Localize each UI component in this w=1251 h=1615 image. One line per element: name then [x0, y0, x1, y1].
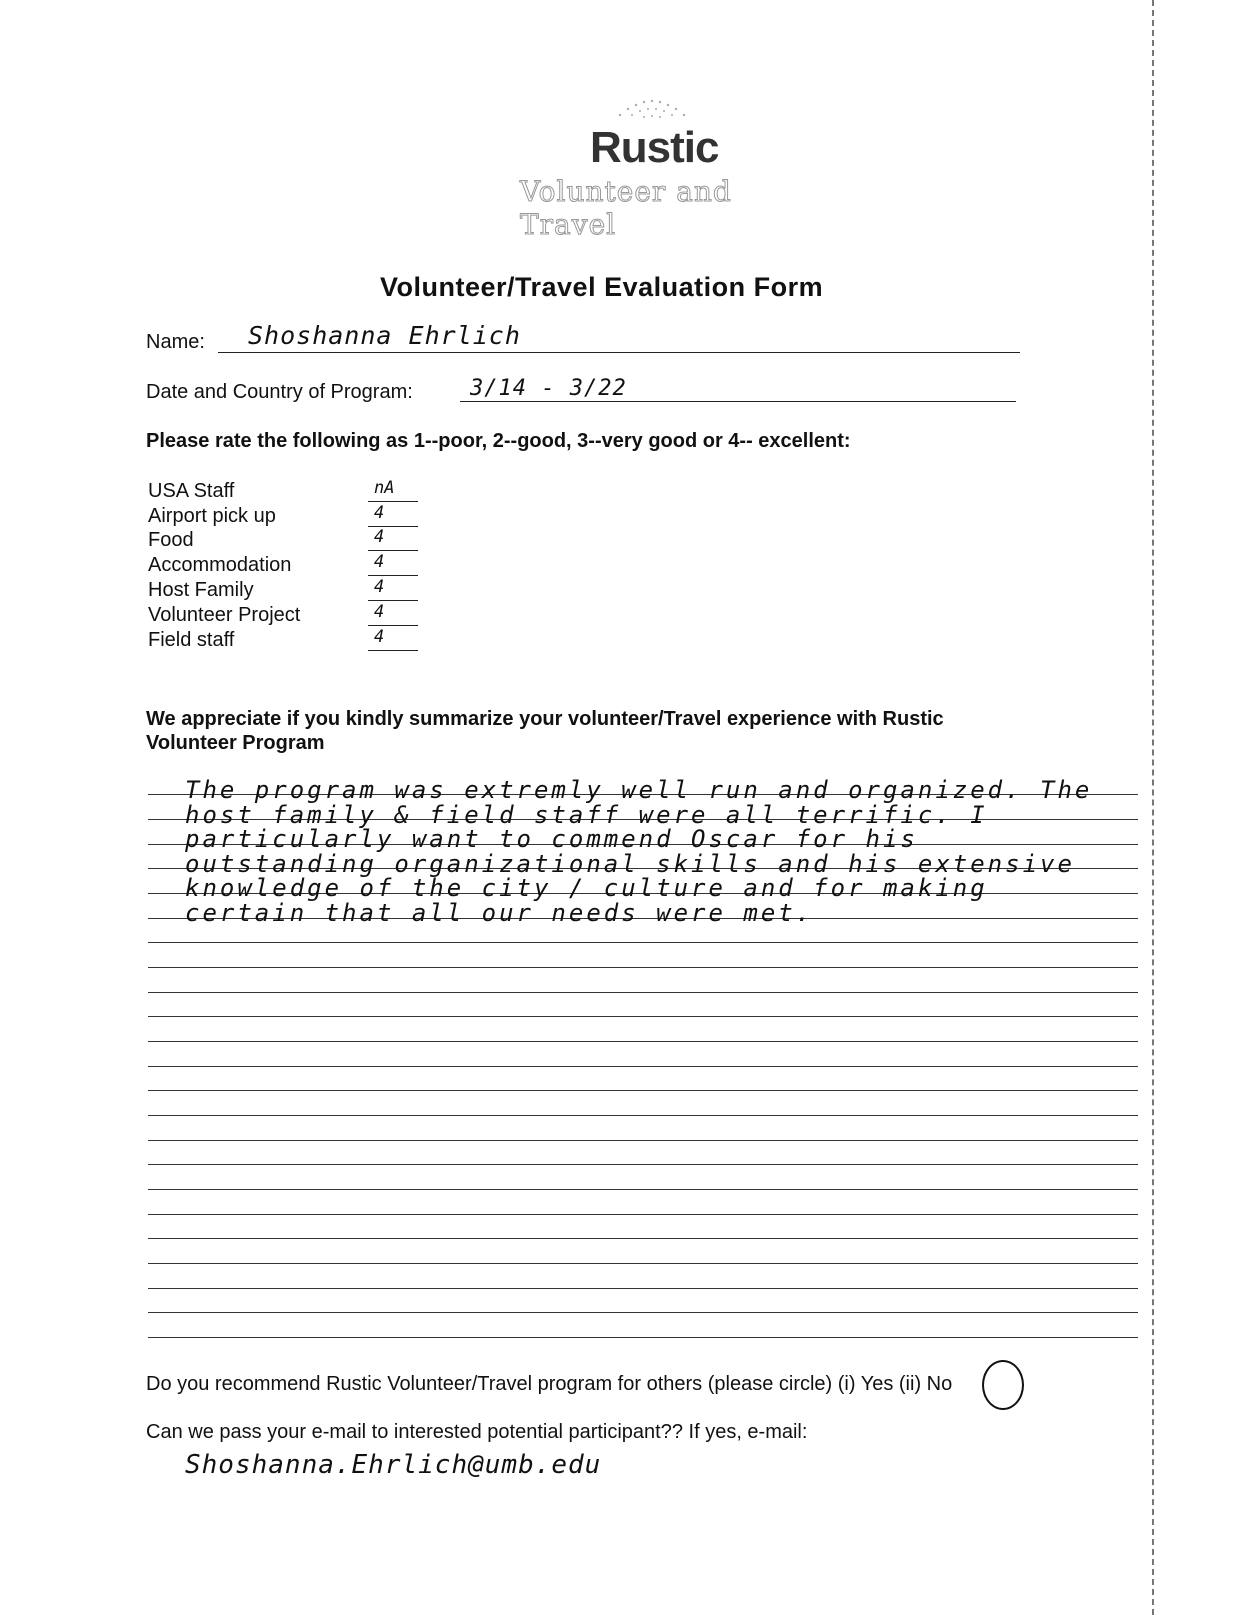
- rating-row-field-staff: [148, 629, 428, 654]
- recommend-question: Do you recommend Rustic Volunteer/Travel program for others (please circle) (i) Yes (ii) No: [146, 1373, 953, 1395]
- rating-value[interactable]: nA: [374, 478, 395, 498]
- writing-line: [148, 1066, 1138, 1067]
- rating-value[interactable]: 4: [374, 527, 385, 547]
- rustic-logo: [520, 95, 800, 241]
- writing-line: [148, 942, 1138, 943]
- writing-line: [148, 1312, 1138, 1313]
- rating-value[interactable]: 4: [374, 627, 385, 647]
- rating-line: [368, 600, 418, 601]
- rating-label: Food: [148, 529, 194, 551]
- date-value[interactable]: 3/14 - 3/22: [470, 376, 627, 401]
- logo-tagline: Volunteer and Travel: [520, 175, 732, 241]
- rating-label: Host Family: [148, 579, 254, 601]
- rating-row-airport-pick-up: [148, 505, 428, 530]
- rating-row-volunteer-project: [148, 604, 428, 629]
- writing-line: [148, 1090, 1138, 1091]
- summary-prompt-line-2: Volunteer Program: [146, 732, 325, 754]
- logo-dots-icon: [580, 95, 730, 125]
- yes-circle-mark: [982, 1360, 1024, 1410]
- summary-response-text[interactable]: The program was extremly well run and organized. The host family & field staff were all terrific. I particularly want to commend Oscar for his outstanding organizational skills and his extensive knowledge of the city / culture and for making certain that all our needs were met.: [185, 776, 1093, 927]
- rating-instructions: Please rate the following as 1--poor, 2--good, 3--very good or 4-- excellent:: [146, 430, 851, 452]
- rating-label: USA Staff: [148, 480, 235, 502]
- name-field-line: [218, 352, 1020, 353]
- rating-row-host-family: [148, 579, 428, 604]
- email-question: Can we pass your e-mail to interested potential participant?? If yes, e-mail:: [146, 1421, 808, 1443]
- date-field-line: [460, 401, 1016, 402]
- writing-line: [148, 1164, 1138, 1165]
- rating-label: Field staff: [148, 629, 235, 651]
- scan-edge-divider: [1152, 0, 1154, 1615]
- email-value[interactable]: Shoshanna.Ehrlich@umb.edu: [185, 1450, 602, 1480]
- writing-line: [148, 992, 1138, 993]
- rating-line: [368, 625, 418, 626]
- rating-value[interactable]: 4: [374, 552, 385, 572]
- writing-line: [148, 967, 1138, 968]
- summary-prompt-line-1: We appreciate if you kindly summarize your volunteer/Travel experience with Rustic: [146, 708, 944, 730]
- name-label: Name:: [146, 331, 205, 353]
- rating-label: Accommodation: [148, 554, 292, 576]
- rating-label: Volunteer Project: [148, 604, 301, 626]
- rating-line: [368, 575, 418, 576]
- date-label: Date and Country of Program:: [146, 381, 413, 403]
- rating-label: Airport pick up: [148, 505, 276, 527]
- rating-value[interactable]: 4: [374, 503, 385, 523]
- rating-row-usa-staff: [148, 480, 428, 505]
- rating-row-accommodation: [148, 554, 428, 579]
- rating-line: [368, 650, 418, 651]
- rating-line: [368, 550, 418, 551]
- writing-line: [148, 1016, 1138, 1017]
- writing-line: [148, 1214, 1138, 1215]
- rating-line: [368, 501, 418, 502]
- writing-line: [148, 1041, 1138, 1042]
- writing-line: [148, 1288, 1138, 1289]
- logo-brand-text: Rustic: [590, 123, 719, 172]
- rating-value[interactable]: 4: [374, 602, 385, 622]
- writing-line: [148, 1140, 1138, 1141]
- writing-line: [148, 1189, 1138, 1190]
- writing-line: [148, 1115, 1138, 1116]
- rating-row-food: [148, 529, 428, 554]
- form-title: Volunteer/Travel Evaluation Form: [380, 272, 824, 302]
- rating-value[interactable]: 4: [374, 577, 385, 597]
- name-value[interactable]: Shoshanna Ehrlich: [248, 321, 521, 350]
- writing-line: [148, 1238, 1138, 1239]
- writing-line: [148, 1337, 1138, 1338]
- writing-line: [148, 1263, 1138, 1264]
